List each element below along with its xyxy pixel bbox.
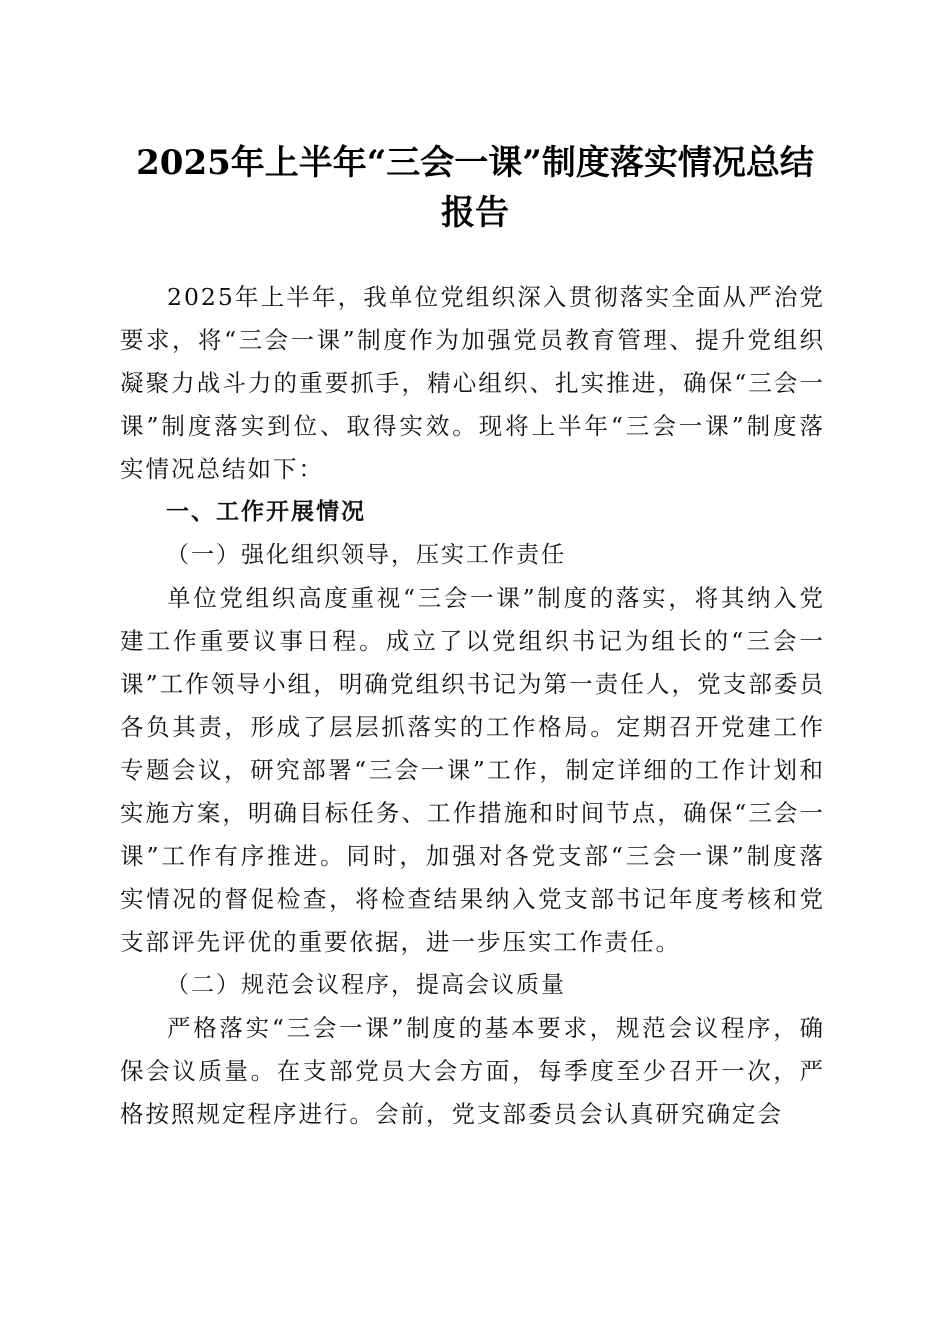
intro-paragraph: 2025年上半年，我单位党组织深入贯彻落实全面从严治党要求，将“三会一课”制度作为加强党员教育管理、提升党组织凝聚力战斗力的重要抓手，精心组织、扎实推进，确保“三会一课”制度落实到位、取得实效。现将上半年“三会一课”制度落实情况总结如下：: [120, 283, 825, 483]
subsection-paragraph-meeting-procedure: 严格落实“三会一课”制度的基本要求，规范会议程序，确保会议质量。在支部党员大会方面，每季度至少召开一次，严格按照规定程序进行。会前，党支部委员会认真研究确定会: [120, 1014, 825, 1128]
section-heading-work-progress: 一、工作开展情况: [166, 499, 366, 525]
subsection-heading-organization-leadership: （一）强化组织领导，压实工作责任: [166, 542, 566, 568]
subsection-heading-meeting-procedure: （二）规范会议程序，提高会议质量: [166, 972, 566, 998]
document-body: [120, 276, 825, 1136]
document-title: 2025年上半年“三会一课”制度落实情况总结报告: [136, 143, 814, 233]
subsection-paragraph-organization-leadership: 单位党组织高度重视“三会一课”制度的落实，将其纳入党建工作重要议事日程。成立了以党组织书记为组长的“三会一课”工作领导小组，明确党组织书记为第一责任人，党支部委员各负其责，形成了层层抓落实的工作格局。定期召开党建工作专题会议，研究部署“三会一课”工作，制定详细的工作计划和实施方案，明确目标任务、工作措施和时间节点，确保“三会一课”工作有序推进。同时，加强对各党支部“三会一课”制度落实情况的督促检查，将检查结果纳入党支部书记年度考核和党支部评先评优的重要依据，进一步压实工作责任。: [120, 584, 825, 956]
